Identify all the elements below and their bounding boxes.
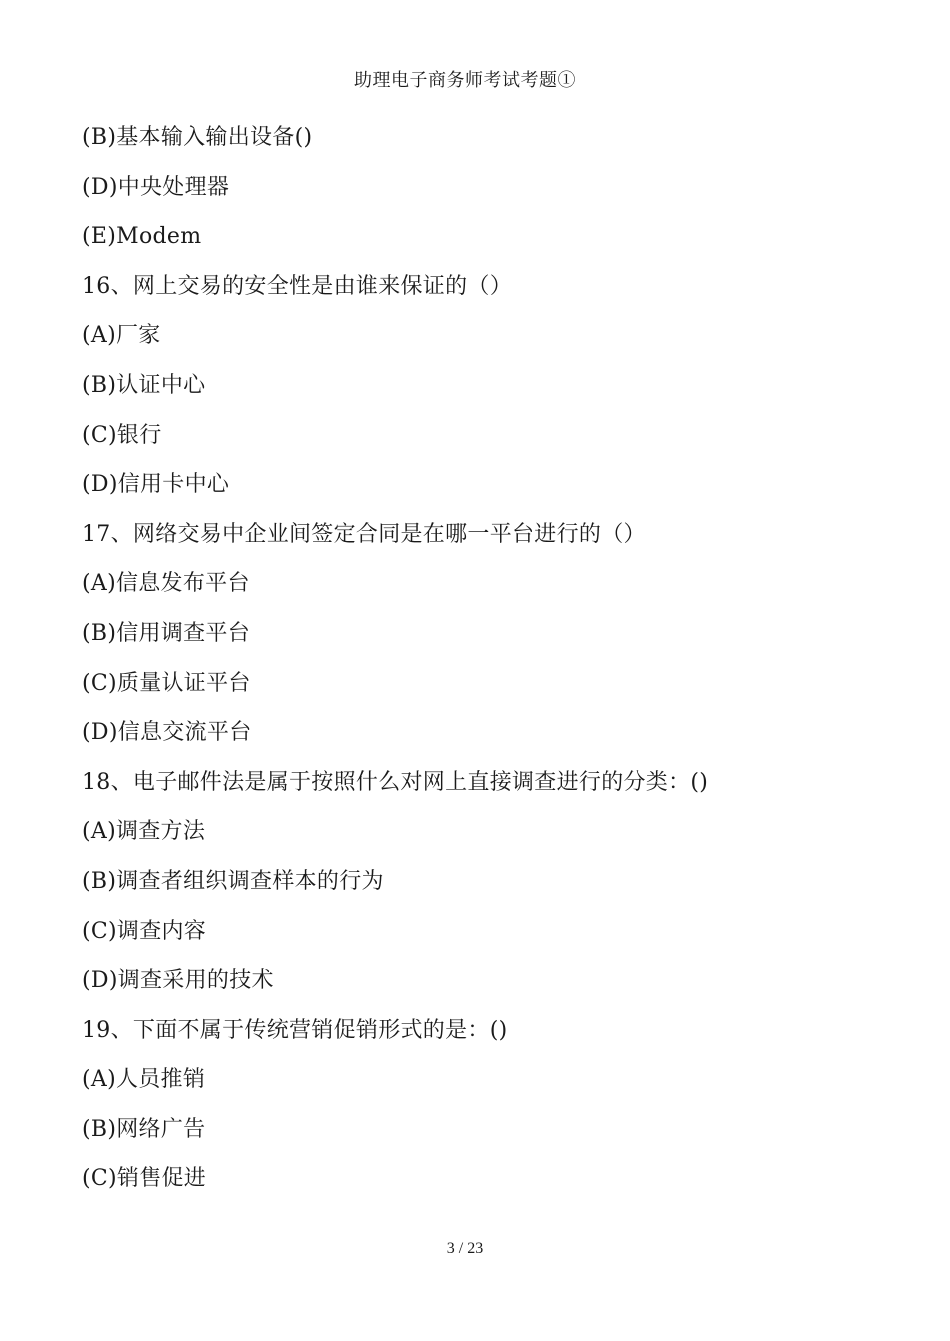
page-number: 3	[446, 1240, 455, 1257]
option-line: (B)调查者组织调查样本的行为	[82, 868, 384, 894]
question-line: 17、网络交易中企业间签定合同是在哪一平台进行的（）	[82, 521, 646, 547]
total-pages: 23	[467, 1240, 484, 1257]
option-line: (C)银行	[82, 422, 162, 448]
question-line: 16、网上交易的安全性是由谁来保证的（）	[82, 273, 512, 299]
option-line: (B)信用调查平台	[82, 620, 251, 646]
option-line: (D)信息交流平台	[82, 720, 252, 746]
option-line: (B)认证中心	[82, 372, 206, 398]
page-header-title: 助理电子商务师考试考题①	[354, 70, 576, 91]
option-line: (D)中央处理器	[82, 174, 230, 200]
page-separator: /	[458, 1240, 464, 1257]
option-line: (C)质量认证平台	[82, 670, 251, 696]
option-line: (B)网络广告	[82, 1116, 206, 1142]
option-line: (A)厂家	[82, 323, 161, 349]
option-line: (C)销售促进	[82, 1166, 207, 1192]
option-line: (A)调查方法	[82, 819, 206, 845]
option-line: (B)基本输入输出设备()	[82, 125, 313, 150]
exam-content	[82, 118, 912, 1209]
option-line: (A)信息发布平台	[82, 571, 250, 597]
option-line: (A)人员推销	[82, 1067, 206, 1093]
option-line: (D)调查采用的技术	[82, 968, 274, 994]
page-footer	[0, 1240, 930, 1258]
question-line: 18、电子邮件法是属于按照什么对网上直接调查进行的分类：()	[82, 769, 709, 795]
option-line: (C)调查内容	[82, 918, 207, 944]
option-line: (D)信用卡中心	[82, 472, 230, 498]
option-line: (E)Modem	[82, 224, 202, 250]
question-line: 19、下面不属于传统营销促销形式的是：()	[82, 1017, 508, 1043]
